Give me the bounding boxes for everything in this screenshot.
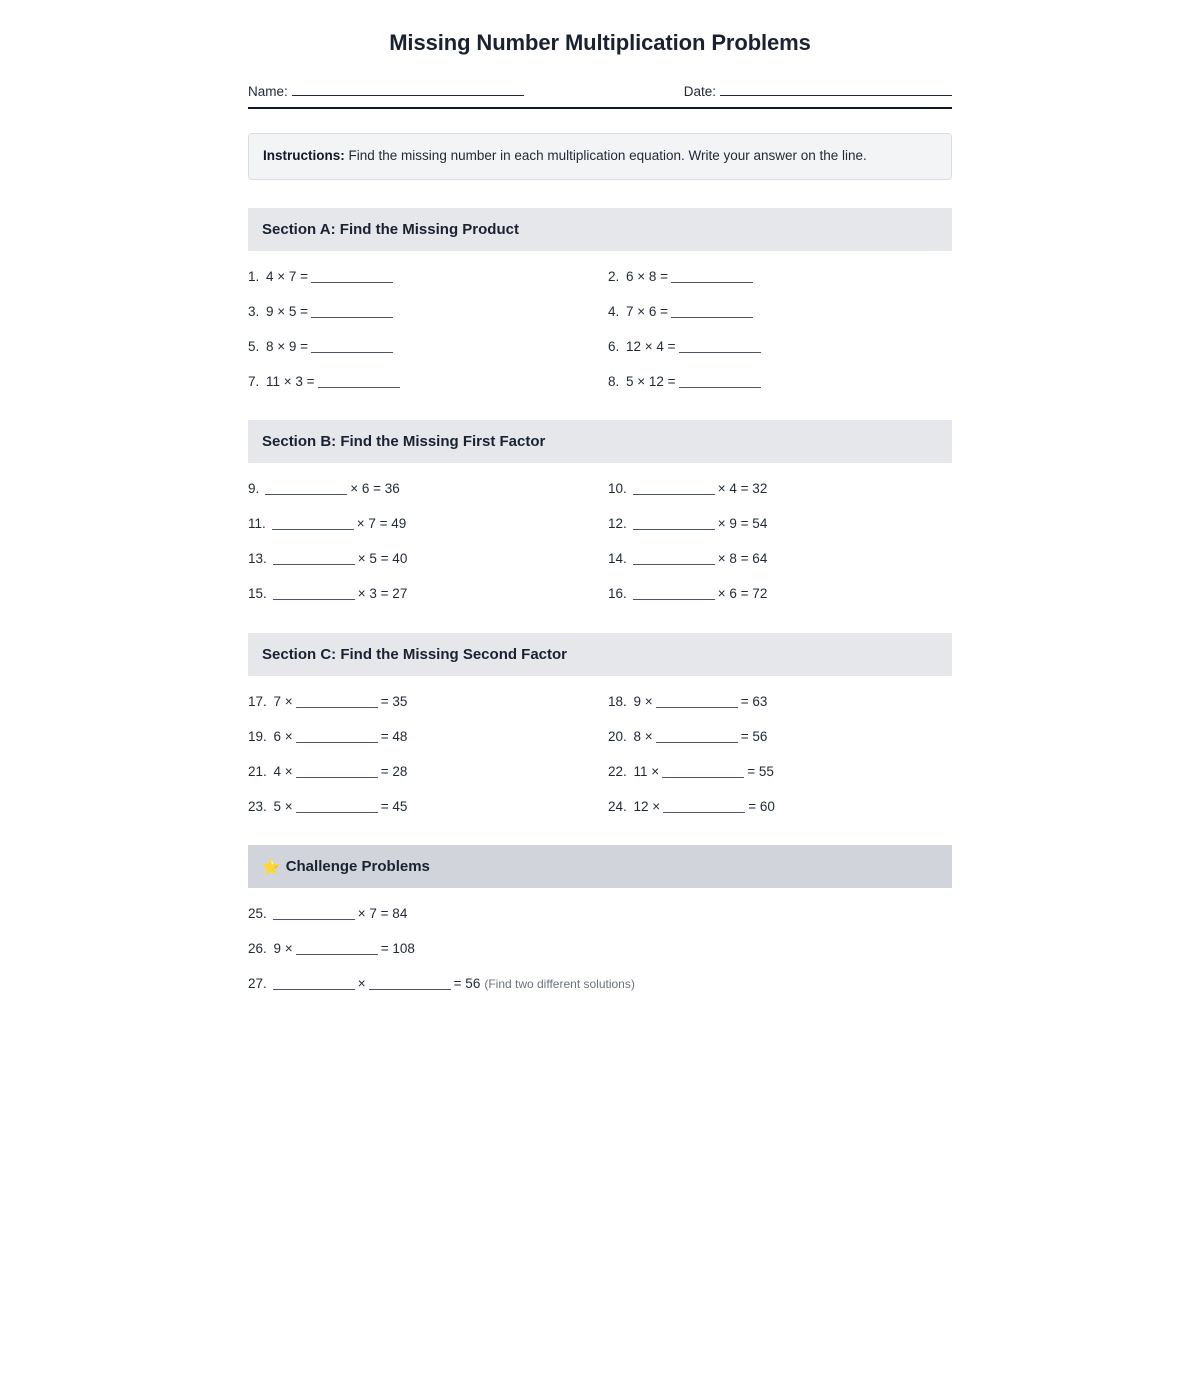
worksheet-page xyxy=(248,0,952,993)
problem-expression-before: 6 × 8 = xyxy=(622,268,669,284)
problem-expression-before: 4 × 7 = xyxy=(262,268,309,284)
problem-22 xyxy=(608,764,952,781)
answer-blank-second[interactable] xyxy=(369,976,451,990)
problem-expression-after: × 5 = 40 xyxy=(357,551,408,567)
answer-blank[interactable] xyxy=(663,799,745,813)
problem-17 xyxy=(248,694,608,711)
problem-8 xyxy=(608,374,952,391)
problem-number: 11. xyxy=(248,516,266,532)
problem-number: 10. xyxy=(608,481,627,497)
problem-expression-after: = 35 xyxy=(380,693,408,709)
section-header-label: Challenge Problems xyxy=(285,858,430,876)
answer-blank[interactable] xyxy=(296,694,378,708)
problem-number: 4. xyxy=(608,303,620,319)
name-field[interactable] xyxy=(248,82,524,99)
answer-blank[interactable] xyxy=(318,374,400,388)
problem-expression-after: × 4 = 32 xyxy=(717,481,768,497)
problem-expression-after: = 108 xyxy=(380,941,415,957)
problem-18 xyxy=(608,694,952,711)
problem-number: 1. xyxy=(248,268,260,284)
answer-blank[interactable] xyxy=(633,516,715,530)
problem-number: 27. xyxy=(248,976,267,992)
section-section-a xyxy=(248,208,952,391)
date-field[interactable] xyxy=(684,82,952,99)
problem-1 xyxy=(248,269,608,286)
problem-expression-after: × 7 = 49 xyxy=(356,516,407,532)
problem-expression-after: × 6 = 72 xyxy=(717,586,768,602)
name-input-blank[interactable] xyxy=(292,82,524,96)
answer-blank[interactable] xyxy=(296,941,378,955)
problem-expression-after: = 60 xyxy=(748,798,775,814)
date-input-blank[interactable] xyxy=(720,82,952,96)
name-label: Name: xyxy=(248,84,288,99)
problem-grid-challenge xyxy=(248,906,952,993)
problem-expression-before: 8 × xyxy=(629,728,653,744)
answer-blank[interactable] xyxy=(311,269,393,283)
answer-blank[interactable] xyxy=(273,976,355,990)
problem-expression-after: × 9 = 54 xyxy=(717,516,768,532)
section-header-challenge xyxy=(248,845,952,888)
section-challenge xyxy=(248,845,952,993)
problem-expression-after: = 28 xyxy=(380,763,408,779)
section-header-label: Section A: Find the Missing Product xyxy=(262,220,519,238)
problem-expression-after: = 63 xyxy=(740,693,768,709)
problem-number: 8. xyxy=(608,373,620,389)
problem-expression-after: = 56 xyxy=(740,728,768,744)
problem-6 xyxy=(608,339,952,356)
problem-hint: (Find two different solutions) xyxy=(484,977,635,992)
sections-container xyxy=(248,208,952,993)
problem-25 xyxy=(248,906,952,923)
star-icon: ⭐ xyxy=(262,859,281,877)
section-header-section-c xyxy=(248,633,952,676)
problem-number: 19. xyxy=(248,728,267,744)
identity-row xyxy=(248,82,952,107)
answer-blank[interactable] xyxy=(671,304,753,318)
problem-19 xyxy=(248,729,608,746)
problem-15 xyxy=(248,586,608,603)
page-title: Missing Number Multiplication Problems xyxy=(389,30,811,55)
answer-blank[interactable] xyxy=(273,906,355,920)
problem-9 xyxy=(248,481,608,498)
problem-10 xyxy=(608,481,952,498)
problem-expression-after: × 6 = 36 xyxy=(350,481,400,497)
problem-expression-after: × 8 = 64 xyxy=(717,551,768,567)
problem-21 xyxy=(248,764,608,781)
problem-number: 23. xyxy=(248,798,267,814)
problem-grid-section-b xyxy=(248,481,952,603)
problem-expression-after: = 56 xyxy=(453,976,481,992)
problem-number: 17. xyxy=(248,693,267,709)
section-header-section-b xyxy=(248,420,952,463)
problem-expression-before: 12 × 4 = xyxy=(622,338,676,354)
problem-expression-before: 6 × xyxy=(269,728,293,744)
header-divider xyxy=(248,107,952,109)
answer-blank[interactable] xyxy=(633,551,715,565)
problem-number: 26. xyxy=(248,941,267,957)
problem-number: 15. xyxy=(248,586,267,602)
answer-blank[interactable] xyxy=(296,764,378,778)
problem-expression-before: 7 × xyxy=(269,693,293,709)
problem-expression-before: 7 × 6 = xyxy=(622,303,669,319)
problem-grid-section-c xyxy=(248,694,952,816)
problem-expression-before: 5 × xyxy=(269,798,293,814)
answer-blank[interactable] xyxy=(662,764,744,778)
problem-number: 2. xyxy=(608,268,620,284)
problem-expression-before: 5 × 12 = xyxy=(622,373,676,389)
problem-number: 25. xyxy=(248,906,267,922)
problem-11 xyxy=(248,516,608,533)
instructions-box xyxy=(248,133,952,180)
section-header-section-a xyxy=(248,208,952,251)
instructions-text: Find the missing number in each multiplication equation. Write your answer on the line. xyxy=(348,148,867,163)
problem-number: 21. xyxy=(248,763,267,779)
problem-14 xyxy=(608,551,952,568)
problem-number: 9. xyxy=(248,481,260,497)
problem-number: 7. xyxy=(248,373,260,389)
instructions-label: Instructions: xyxy=(263,148,345,163)
problem-2 xyxy=(608,269,952,286)
problem-expression-after: = 55 xyxy=(747,763,774,779)
answer-blank[interactable] xyxy=(265,481,347,495)
answer-blank[interactable] xyxy=(272,516,354,530)
problem-number: 20. xyxy=(608,728,627,744)
problem-7 xyxy=(248,374,608,391)
problem-expression-before: 12 × xyxy=(629,798,661,814)
problem-number: 24. xyxy=(608,798,627,814)
problem-number: 5. xyxy=(248,338,260,354)
problem-number: 14. xyxy=(608,551,627,567)
section-header-label: Section B: Find the Missing First Factor xyxy=(262,433,546,451)
problem-grid-section-a xyxy=(248,269,952,391)
problem-number: 13. xyxy=(248,551,267,567)
problem-expression-before: 8 × 9 = xyxy=(262,338,309,354)
problem-expression-before: 11 × 3 = xyxy=(262,373,315,389)
answer-blank[interactable] xyxy=(671,269,753,283)
problem-expression-before: 9 × xyxy=(269,941,293,957)
answer-blank[interactable] xyxy=(296,729,378,743)
problem-12 xyxy=(608,516,952,533)
problem-number: 18. xyxy=(608,693,627,709)
answer-blank[interactable] xyxy=(296,799,378,813)
problem-4 xyxy=(608,304,952,321)
problem-number: 12. xyxy=(608,516,627,532)
problem-expression-after: = 45 xyxy=(380,798,408,814)
problem-expression-after: × 3 = 27 xyxy=(357,586,408,602)
answer-blank[interactable] xyxy=(273,551,355,565)
answer-blank[interactable] xyxy=(679,374,761,388)
problem-expression-before: 9 × xyxy=(629,693,653,709)
answer-blank[interactable] xyxy=(633,586,715,600)
problem-expression-before: 9 × 5 = xyxy=(262,303,309,319)
answer-blank[interactable] xyxy=(656,729,738,743)
problem-number: 16. xyxy=(608,586,627,602)
problem-expression-before: 4 × xyxy=(269,763,293,779)
section-section-b xyxy=(248,420,952,603)
problem-5 xyxy=(248,339,608,356)
answer-blank[interactable] xyxy=(679,339,761,353)
problem-24 xyxy=(608,799,952,816)
problem-number: 6. xyxy=(608,338,620,354)
problem-operator: × xyxy=(357,976,366,992)
problem-23 xyxy=(248,799,608,816)
answer-blank[interactable] xyxy=(311,339,393,353)
problem-expression-after: × 7 = 84 xyxy=(357,906,408,922)
date-label: Date: xyxy=(683,84,716,99)
answer-blank[interactable] xyxy=(311,304,393,318)
problem-expression-after: = 48 xyxy=(380,728,408,744)
answer-blank[interactable] xyxy=(633,481,715,495)
problem-expression-before: 11 × xyxy=(629,763,660,779)
problem-number: 22. xyxy=(608,763,627,779)
problem-27 xyxy=(248,976,952,993)
problem-13 xyxy=(248,551,608,568)
problem-26 xyxy=(248,941,952,958)
problem-20 xyxy=(608,729,952,746)
problem-number: 3. xyxy=(248,303,260,319)
section-header-label: Section C: Find the Missing Second Factor xyxy=(262,645,568,663)
problem-16 xyxy=(608,586,952,603)
answer-blank[interactable] xyxy=(656,694,738,708)
section-section-c xyxy=(248,633,952,816)
answer-blank[interactable] xyxy=(273,586,355,600)
problem-3 xyxy=(248,304,608,321)
